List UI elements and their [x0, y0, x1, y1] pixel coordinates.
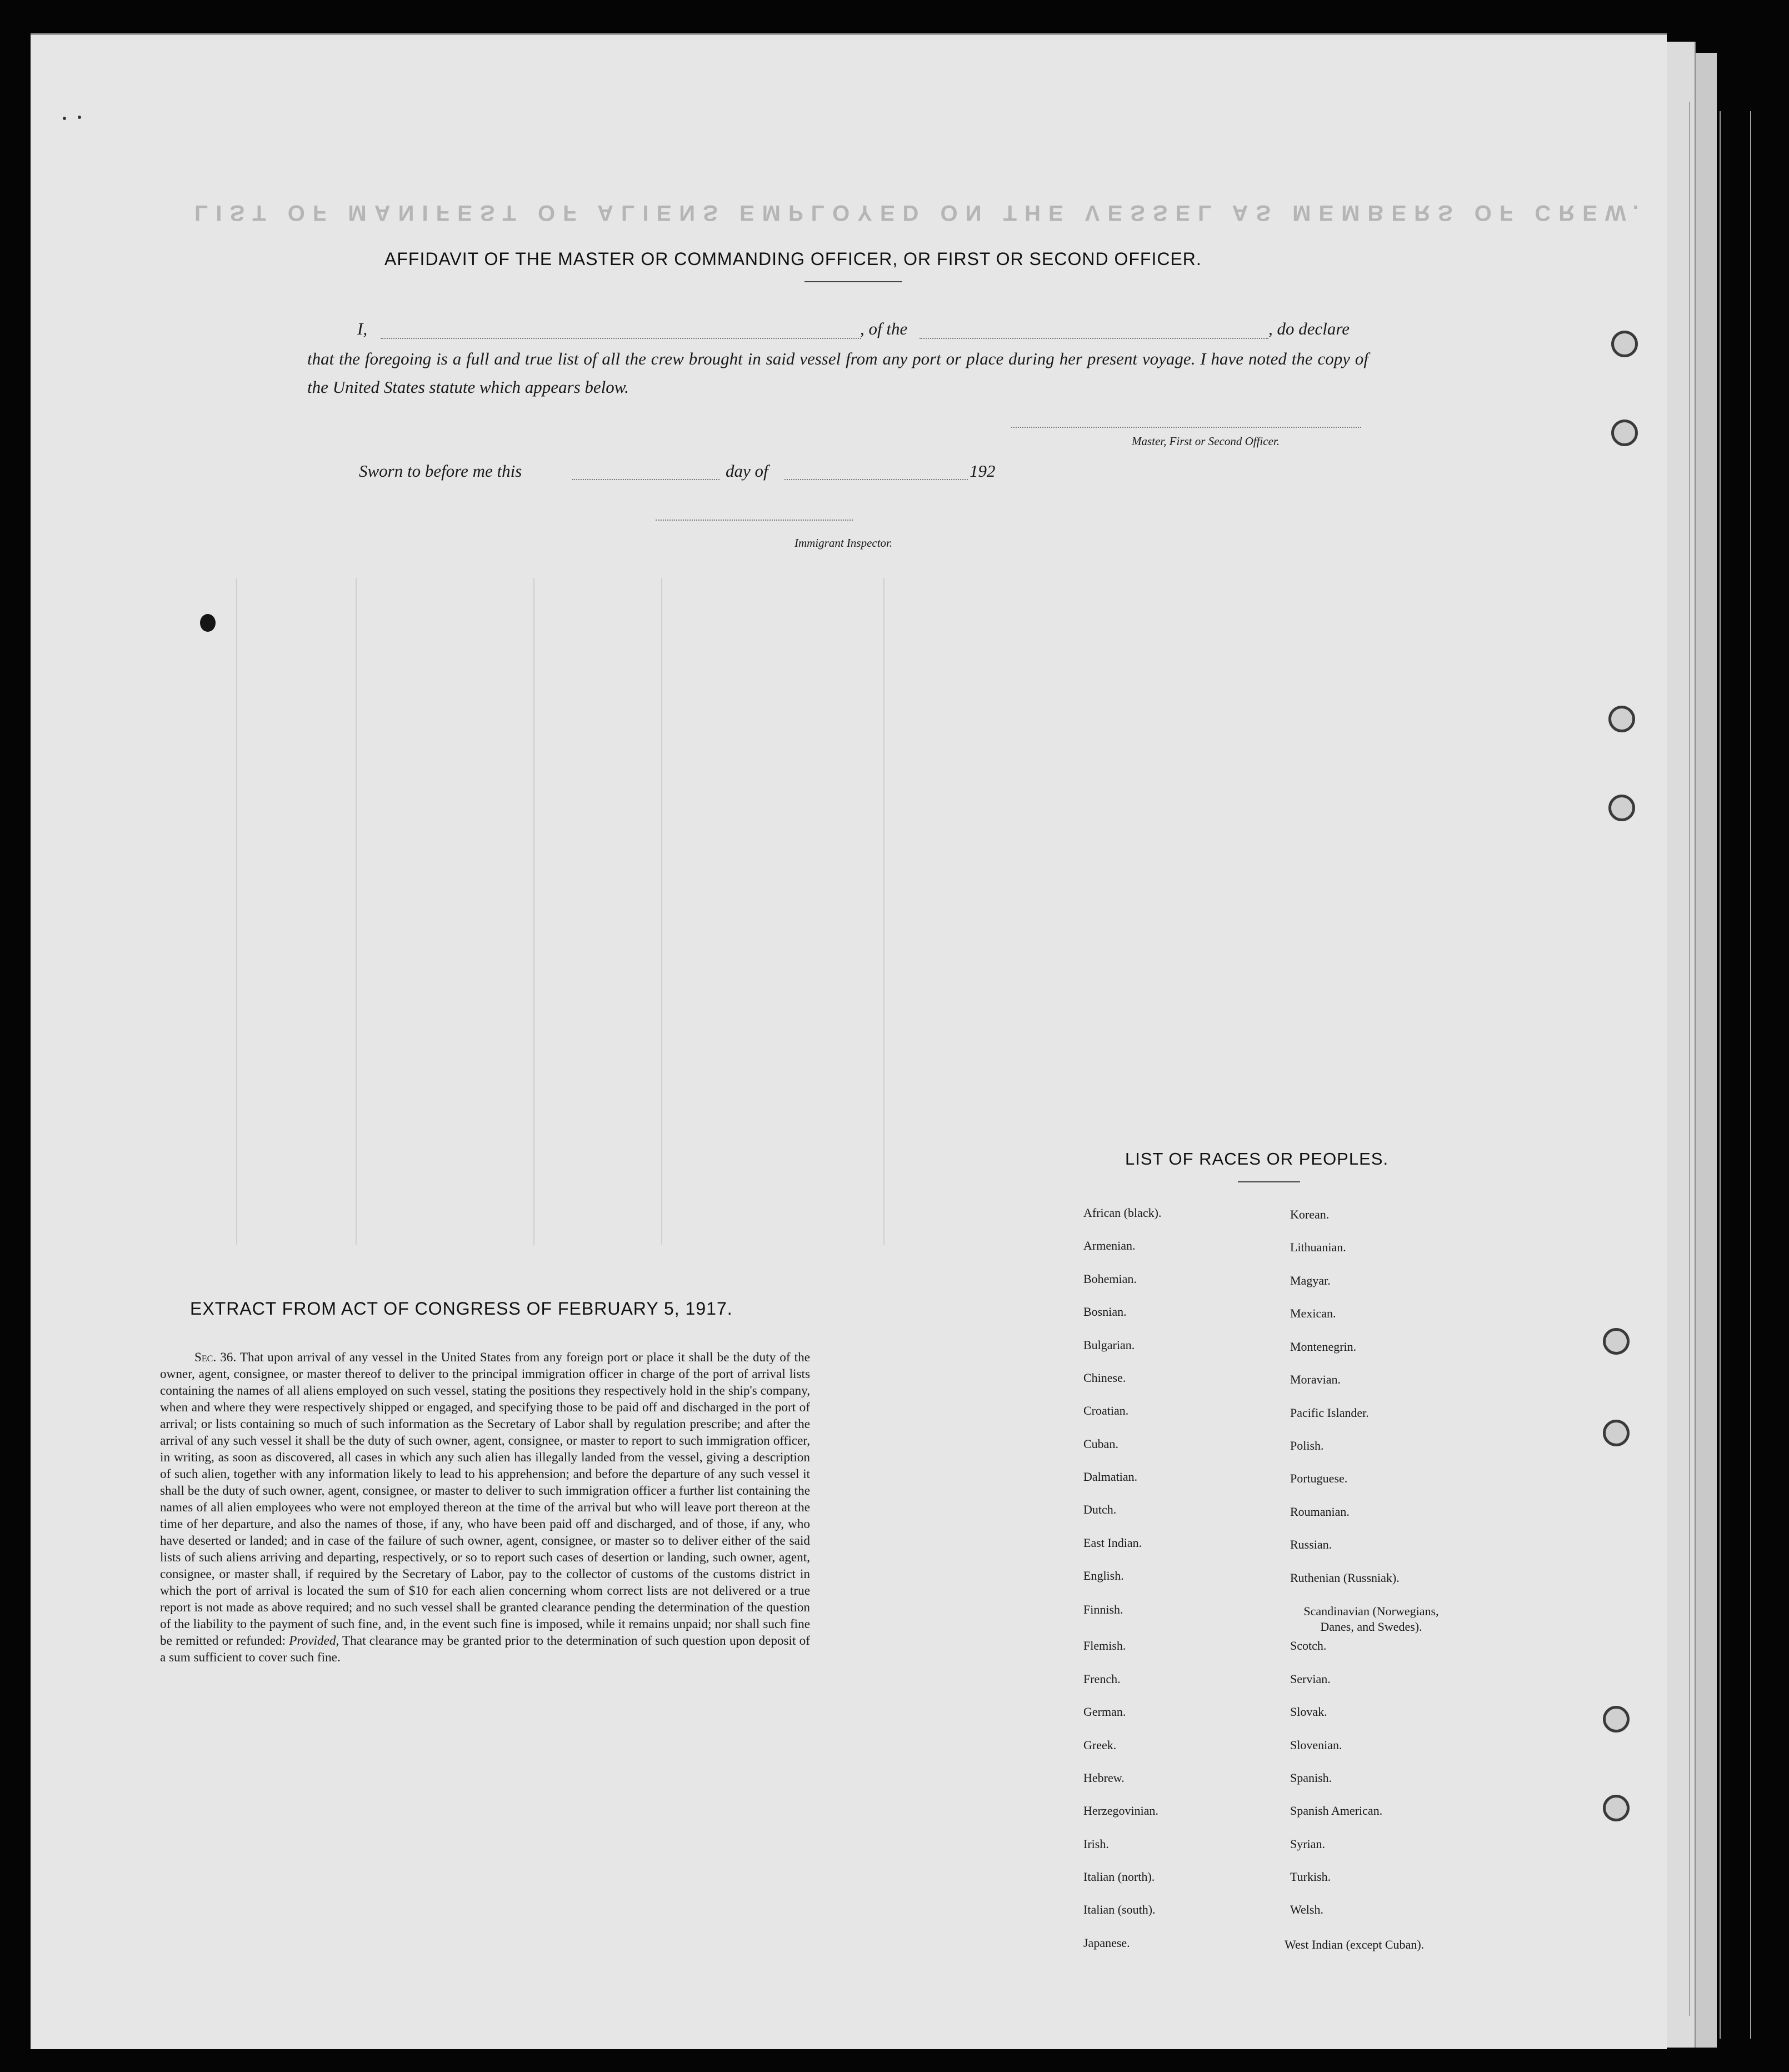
punch-hole [1603, 1420, 1630, 1446]
race-item: Slovenian. [1290, 1738, 1342, 1752]
race-item: African (black). [1083, 1206, 1162, 1220]
race-item: Finnish. [1083, 1602, 1123, 1616]
bleed-through-rule [661, 578, 662, 1245]
section-body-end: That clearance may be granted prior to the determination of such question upon deposit of a sum sufficient to cover such fine. [160, 1634, 810, 1665]
race-item: Chinese. [1083, 1371, 1126, 1385]
race-item: Italian (north). [1083, 1870, 1155, 1884]
race-item: Herzegovinian. [1083, 1804, 1158, 1818]
section-label: Sec. 36. [194, 1350, 237, 1365]
race-item: Slovak. [1290, 1705, 1327, 1719]
punch-hole [1603, 1706, 1630, 1733]
inspector-signature-field[interactable] [656, 520, 853, 521]
sworn-label: Sworn to before me this [359, 461, 522, 481]
races-title: LIST OF RACES OR PEOPLES. [1125, 1149, 1389, 1169]
race-item: Bohemian. [1083, 1272, 1137, 1286]
race-item: West Indian (except Cuban). [1285, 1938, 1425, 1951]
race-item: East Indian. [1083, 1536, 1142, 1550]
race-item: Mexican. [1290, 1306, 1336, 1320]
race-item: Magyar. [1290, 1274, 1331, 1287]
race-item: Greek. [1083, 1738, 1117, 1752]
document-page [31, 33, 1667, 2049]
sworn-day-field[interactable] [572, 479, 719, 480]
punch-hole [1611, 331, 1638, 357]
race-item: Scotch. [1290, 1639, 1327, 1652]
race-item: Polish. [1290, 1439, 1324, 1452]
year-prefix: 192 [970, 461, 996, 481]
bleed-through-rule [356, 578, 357, 1245]
master-caption: Master, First or Second Officer. [1132, 435, 1280, 448]
day-of-label: day of [726, 461, 768, 481]
vessel-name-field[interactable] [920, 338, 1268, 339]
race-item: English. [1083, 1569, 1124, 1582]
bleed-through-text: LIST OF MANIFEST OF ALIENS EMPLOYED ON THE VESSEL AS MEMBERS OF CREW. [194, 201, 1647, 225]
race-item: Croatian. [1083, 1404, 1129, 1417]
officer-name-field[interactable] [381, 338, 861, 339]
race-item: Lithuanian. [1290, 1240, 1346, 1254]
race-item: Irish. [1083, 1837, 1109, 1851]
inspector-caption: Immigrant Inspector. [794, 536, 893, 550]
provided-word: Provided, [289, 1634, 339, 1648]
race-item: Bosnian. [1083, 1305, 1127, 1319]
punch-hole [1608, 706, 1635, 732]
race-item: Welsh. [1290, 1903, 1323, 1916]
race-item: Moravian. [1290, 1372, 1341, 1386]
race-item: Servian. [1290, 1672, 1331, 1686]
do-declare-label: , do declare [1268, 319, 1350, 338]
race-item: Cuban. [1083, 1437, 1118, 1451]
page-edge-line [1689, 102, 1690, 2016]
extract-title: EXTRACT FROM ACT OF CONGRESS OF FEBRUARY 5, 1917. [190, 1299, 733, 1319]
race-item: Italian (south). [1083, 1903, 1156, 1916]
title-divider [804, 281, 902, 282]
race-item: Scandinavian (Norwegians, Danes, and Swedes). [1303, 1604, 1439, 1634]
section-body: That upon arrival of any vessel in the United States from any foreign port or place it shall be the duty of the owner, agent, consignee, or master thereof to deliver to the principal immigration officer in charge of the port of arrival lists containing the names of all aliens employed on such vessel, stating the positions they respectively hold in the ship's company, when and where they were respectively shipped or engaged, and specifying those to be paid off and discharged in the port of arrival; or lists containing so much of such information as the Secretary of Labor shall by regulation prescribe; and after the arrival of any such vessel it shall be the duty of such owner, agent, consignee, or master to report to such immigration officer, in writing, as soon as discovered, all cases in which any such alien has illegally landed from the vessel, giving a description of such alien, together with any information likely to lead to his apprehension; and before the departure of any such vessel it shall be the duty of such owner, agent, consignee, or master to deliver to such immigration officer a further list containing the names of all alien employees who were not employed thereon at the time of the arrival but who will leave port thereon at the time of her departure, and also the names of those, if any, who have been paid off and discharged, and of those, if any, who have deserted or landed; and in case of the failure of such owner, agent, consignee, or master so to deliver either of the said lists of such aliens arriving and departing, respectively, or so to report such cases of desertion or landing, such owner, agent, consignee, or master shall, if required by the Secretary of Labor, pay to the collector of customs of the customs district in which the port of arrival is located the sum of $10 for each alien concerning whom correct lists are not delivered or a true report is not made as above required; and no such vessel shall be granted clearance pending the determination of the question of the liability to the payment of such fine, and, in the event such fine is imposed, while it remains unpaid; nor shall such fine be remitted or refunded: [160, 1350, 810, 1648]
race-item: Spanish American. [1290, 1804, 1383, 1818]
ink-mark [78, 116, 81, 119]
race-item: Korean. [1290, 1207, 1330, 1221]
affidavit-title: AFFIDAVIT OF THE MASTER OR COMMANDING OFFICER, OR FIRST OR SECOND OFFICER. [384, 249, 1202, 269]
bleed-through-rule [533, 578, 534, 1245]
races-divider [1238, 1181, 1300, 1182]
race-item: Ruthenian (Russniak). [1290, 1571, 1400, 1585]
race-item: Bulgarian. [1083, 1338, 1135, 1352]
punch-hole [1608, 795, 1635, 821]
race-item: Montenegrin. [1290, 1340, 1357, 1354]
punch-hole [1611, 420, 1638, 446]
race-item: Spanish. [1290, 1771, 1332, 1785]
race-item: Portuguese. [1290, 1471, 1348, 1485]
race-item: Dalmatian. [1083, 1470, 1138, 1484]
declarant-prefix: I, [357, 319, 368, 338]
race-item: German. [1083, 1705, 1126, 1719]
master-signature-field[interactable] [1011, 427, 1361, 428]
race-item: Roumanian. [1290, 1505, 1350, 1519]
bleed-through-rule [236, 578, 237, 1245]
race-item: Russian. [1290, 1537, 1332, 1551]
race-item: Pacific Islander. [1290, 1406, 1369, 1420]
race-item: Syrian. [1290, 1837, 1325, 1851]
race-item: Flemish. [1083, 1639, 1126, 1652]
punch-hole [1603, 1795, 1630, 1821]
race-item: Japanese. [1083, 1936, 1130, 1950]
race-item: Hebrew. [1083, 1771, 1125, 1785]
punch-hole [1603, 1328, 1630, 1355]
race-item: French. [1083, 1672, 1121, 1686]
declaration-text: that the foregoing is a full and true list of all the crew brought in said vessel from any port or place during her present voyage. I have noted the copy of the United States statute which appears below. [307, 349, 1368, 397]
ink-mark [200, 614, 216, 632]
bleed-through-rule [883, 578, 884, 1245]
section-36-text [160, 1349, 810, 1666]
race-item: Turkish. [1290, 1870, 1331, 1884]
ink-mark [63, 117, 66, 120]
page-edge-line [1720, 111, 1721, 2039]
page-edge-line [1750, 111, 1751, 2039]
sworn-month-field[interactable] [784, 479, 968, 480]
race-item: Armenian. [1083, 1239, 1136, 1252]
of-the-label: , of the [860, 319, 908, 338]
race-item: Dutch. [1083, 1502, 1117, 1516]
